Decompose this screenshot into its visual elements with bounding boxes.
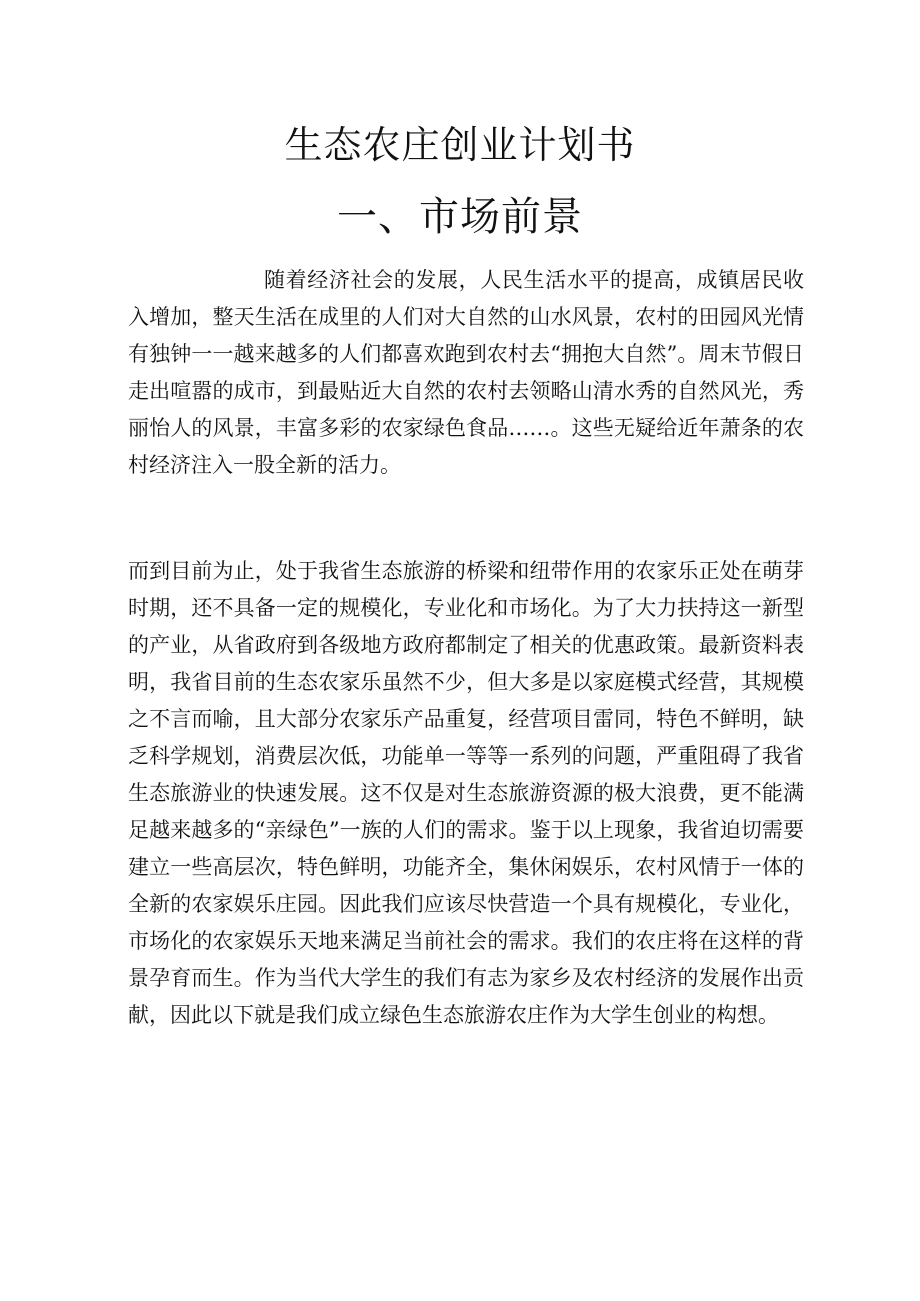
section-heading: 一、市场前景 bbox=[337, 194, 583, 240]
paragraph-analysis: 而到目前为止，处于我省生态旅游的桥梁和纽带作用的农家乐正处在萌芽时期，还不具备一定的规模化，专业化和市场化。为了大力扶持这一新型的产业，从省政府到各级地方政府都制定了相关的优惠政策。最新资料表明，我省目前的生态农家乐虽然不少，但大多是以家庭模式经营，其规模之不言而喻，且大部分农家乐产品重复，经营项目雷同，特色不鲜明，缺乏科学规划，消费层次低，功能单一等等一系列的问题，严重阻碍了我省生态旅游业的快速发展。这不仅是对生态旅游资源的极大浪费，更不能满足越来越多的“亲绿色”一族的人们的需求。鉴于以上现象，我省迫切需要建立一些高层次，特色鲜明，功能齐全，集休闲娱乐，农村风情于一体的全新的农家娱乐庄园。因此我们应该尽快营造一个具有规模化，专业化，市场化的农家娱乐天地来满足当前社会的需求。我们的农庄将在这样的背景孕育而生。作为当代大学生的我们有志为家乡及农村经济的发展作出贡献，因此以下就是我们成立绿色生态旅游农庄作为大学生创业的构想。 bbox=[128, 559, 804, 1027]
paragraph-intro: 随着经济社会的发展，人民生活水平的提高，成镇居民收入增加，整天生活在成里的人们对大自然的山水风景，农村的田园风光情有独钟一一越来越多的人们都喜欢跑到农村去“拥抱大自然”。周末节假日走出喧嚣的成市，到最贴近大自然的农村去领略山清水秀的自然风光，秀丽怡人的风景，丰富多彩的农家绿色食品……。这些无疑给近年萧条的农村经济注入一股全新的活力。 bbox=[128, 268, 804, 477]
document-title: 生态农庄创业计划书 bbox=[284, 123, 636, 167]
